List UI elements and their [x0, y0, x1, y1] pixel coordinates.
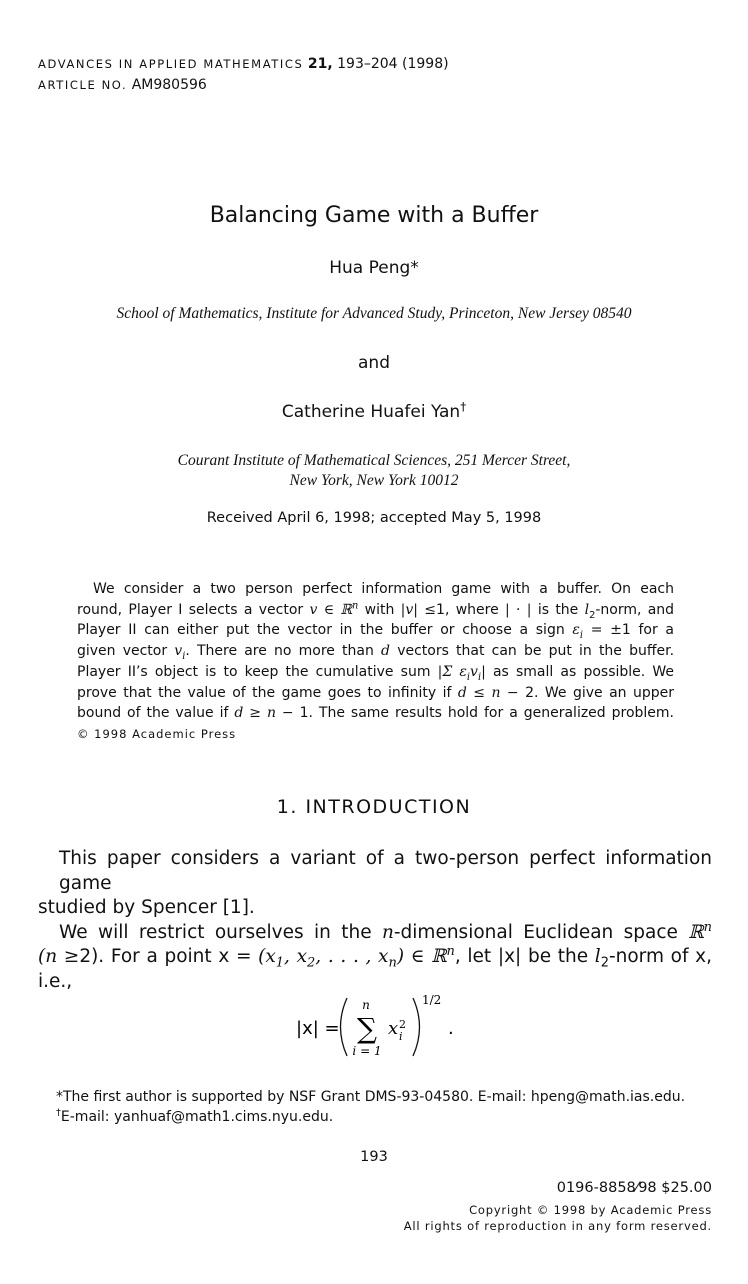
- article-number-line: [38, 77, 207, 93]
- abstract-line: We consider a two person perfect information game with a buffer. On each: [93, 581, 674, 597]
- footnote-2-text: E-mail: yanhuaf@math1.cims.nyu.edu.: [60, 1109, 334, 1125]
- sum-symbol: ∑: [357, 1012, 377, 1045]
- abstract-line: bound of the value if d ≥ n − 1. The same results hold for a generalized problem.: [77, 705, 675, 722]
- right-paren-icon: [413, 998, 420, 1056]
- page-number: 193: [360, 1149, 388, 1165]
- abstract: [77, 579, 674, 745]
- left-paren-icon: [341, 998, 348, 1056]
- issn-price: 0196-8858⁄98 $25.00: [556, 1180, 712, 1196]
- article-number: AM980596: [131, 77, 207, 93]
- abstract-line: given vector $v_i$. There are no more than d vectors that can be put in the buffer.: [77, 643, 675, 662]
- author-1: [0, 258, 748, 278]
- abstract-line: prove that the value of the game goes to infinity if d ≤ n − 2. We give an upper: [77, 684, 675, 701]
- footnote-2-mark: †: [56, 1107, 61, 1119]
- article-number-label: ARTICLE NO.: [38, 78, 128, 92]
- abstract-line: Player II can either put the vector in the buffer or choose a sign $\varepsilon_i = \pm 1$ for a: [77, 622, 674, 642]
- affiliation-1: School of Mathematics, Institute for Advanced Study, Princeton, New Jersey 08540: [116, 305, 632, 322]
- body-line: i.e.,: [38, 970, 73, 992]
- journal-header: [38, 56, 449, 72]
- equation-lhs: |x| =: [296, 1018, 340, 1039]
- received-dates: Received April 6, 1998; accepted May 5, 1998: [206, 510, 542, 526]
- journal-name: ADVANCES IN APPLIED MATHEMATICS: [38, 57, 304, 71]
- body-line: studied by Spencer [1].: [38, 897, 255, 918]
- abstract-line: Player II’s object is to keep the cumulative sum |Σ $\varepsilon_iv_i|$ as small as possible. We: [77, 663, 674, 683]
- sum-upper-limit: n: [362, 998, 370, 1012]
- body-line: We will restrict ourselves in the n-dimensional Euclidean space ℝ$^n$: [59, 919, 712, 943]
- equation-term-sup: 2: [399, 1018, 406, 1031]
- equation-exponent: 1/2: [422, 993, 442, 1007]
- equation-period: .: [448, 1018, 454, 1039]
- and-connector: and: [358, 353, 390, 373]
- author-2: [0, 399, 748, 422]
- journal-pages-year: 193–204 (1998): [337, 56, 449, 72]
- author-1-name: Hua Peng: [329, 258, 411, 278]
- footnote-1: *The first author is supported by NSF Grant DMS-93-04580. E-mail: hpeng@math.ias.edu.: [56, 1089, 686, 1105]
- affiliation-2-line-2: New York, New York 10012: [289, 472, 459, 489]
- author-1-footnote-mark: *: [410, 258, 419, 278]
- body-line: (n ≥2). For a point $x = (x_1$, $x_2$, . . . , $x_n$) ∈ ℝ$^n$, let |x| be the $l_2$-norm of x,: [38, 943, 712, 971]
- body-line: This paper considers a variant of a two-person perfect information game: [59, 848, 712, 894]
- affiliation-2-line-1: Courant Institute of Mathematical Sciences, 251 Mercer Street,: [177, 452, 571, 469]
- author-2-name: Catherine Huafei Yan: [281, 402, 461, 422]
- body-text: [38, 847, 712, 994]
- equation-term: x: [388, 1018, 399, 1039]
- rights-line: All rights of reproduction in any form reserved.: [403, 1219, 712, 1233]
- norm-equation: [280, 988, 480, 1066]
- paper-title: Balancing Game with a Buffer: [209, 203, 539, 228]
- author-2-footnote-mark: †: [460, 399, 467, 414]
- sum-lower-limit: i = 1: [352, 1044, 382, 1058]
- journal-volume: 21,: [307, 56, 333, 72]
- copyright-line: Copyright © 1998 by Academic Press: [469, 1203, 712, 1217]
- footnote-2: [56, 1109, 333, 1125]
- equation-term-sub: i: [399, 1030, 403, 1043]
- section-heading: 1. INTRODUCTION: [276, 796, 472, 818]
- abstract-line: round, Player I selects a vector v ∈ ℝ$^n$ with |v| ≤1, where | · | is the $l_2$-norm, and: [77, 600, 675, 621]
- abstract-copyright: © 1998 Academic Press: [77, 726, 237, 741]
